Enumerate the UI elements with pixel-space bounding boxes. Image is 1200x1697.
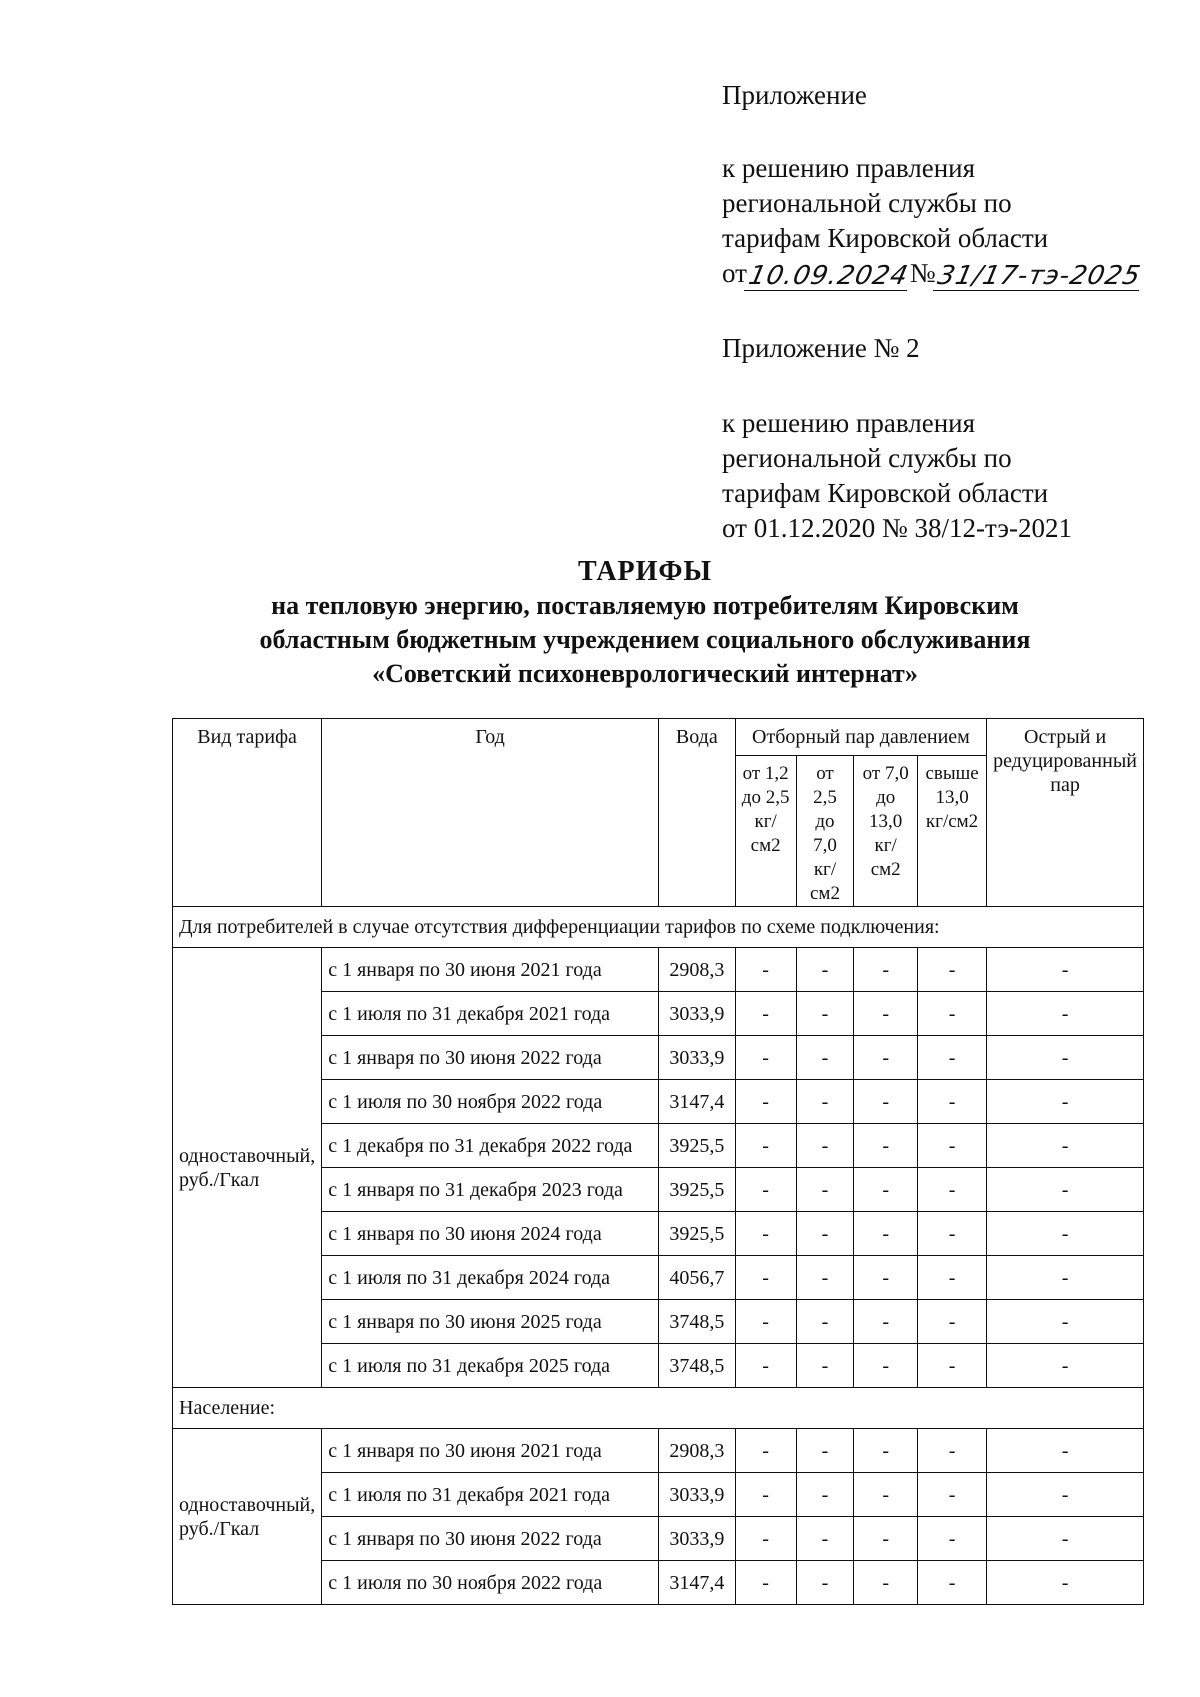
- steam-1-2-cell: -: [735, 1080, 796, 1124]
- steam-7-13-cell: -: [854, 1344, 918, 1388]
- appendix-header: [722, 78, 1162, 546]
- decision-line: региональной службы по: [722, 188, 1012, 218]
- handwritten-number: 31/17-тэ-2025: [934, 261, 1144, 291]
- sharp-steam-cell: -: [987, 948, 1144, 992]
- date-prefix: от: [722, 258, 747, 288]
- water-tariff-cell: 3147,4: [658, 1561, 735, 1605]
- steam-2-5-cell: -: [796, 1429, 854, 1473]
- steam-1-2-cell: -: [735, 948, 796, 992]
- steam-2-5-cell: -: [796, 1168, 854, 1212]
- title-main: ТАРИФЫ: [578, 556, 712, 587]
- sharp-steam-cell: -: [987, 1473, 1144, 1517]
- sharp-steam-cell: -: [987, 1256, 1144, 1300]
- steam-over-13-cell: -: [917, 1517, 986, 1561]
- steam-7-13-cell: -: [854, 1080, 918, 1124]
- steam-1-2-cell: -: [735, 1473, 796, 1517]
- period-cell: с 1 июля по 30 ноября 2022 года: [322, 1080, 659, 1124]
- steam-2-5-cell: -: [796, 1561, 854, 1605]
- steam-7-13-cell: -: [854, 1168, 918, 1212]
- header-steam-col: от 1,2 до 2,5 кг/см2: [735, 756, 796, 907]
- tariffs-table: [172, 718, 1144, 1605]
- title-line: областным бюджетным учреждением социального обслуживания: [259, 625, 1031, 654]
- tariff-kind: одноставочный, руб./Гкал: [173, 948, 322, 1388]
- water-tariff-cell: 3033,9: [658, 1473, 735, 1517]
- sharp-steam-cell: -: [987, 1561, 1144, 1605]
- tariff-kind: одноставочный, руб./Гкал: [173, 1429, 322, 1605]
- steam-over-13-cell: -: [917, 948, 986, 992]
- steam-1-2-cell: -: [735, 1300, 796, 1344]
- section-label: Для потребителей в случае отсутствия дифференциации тарифов по схеме подключения:: [173, 907, 1144, 948]
- period-cell: с 1 июля по 31 декабря 2021 года: [322, 992, 659, 1036]
- header-steam-col: от 2,5 до 7,0 кг/см2: [796, 756, 854, 907]
- steam-1-2-cell: -: [735, 1212, 796, 1256]
- steam-1-2-cell: -: [735, 1344, 796, 1388]
- appendix2-label: Приложение № 2: [722, 333, 920, 363]
- steam-7-13-cell: -: [854, 1429, 918, 1473]
- water-tariff-cell: 3147,4: [658, 1080, 735, 1124]
- steam-1-2-cell: -: [735, 1124, 796, 1168]
- steam-2-5-cell: -: [796, 1473, 854, 1517]
- title-line: «Советский психоневрологический интернат»: [372, 659, 918, 688]
- steam-over-13-cell: -: [917, 1429, 986, 1473]
- period-cell: с 1 июля по 30 ноября 2022 года: [322, 1561, 659, 1605]
- table-row: [173, 1429, 1144, 1473]
- steam-2-5-cell: -: [796, 992, 854, 1036]
- steam-7-13-cell: -: [854, 948, 918, 992]
- decision-date-number: [722, 256, 1162, 291]
- steam-2-5-cell: -: [796, 1256, 854, 1300]
- steam-over-13-cell: -: [917, 1256, 986, 1300]
- sharp-steam-cell: -: [987, 1168, 1144, 1212]
- header-steam-col: от 7,0 до 13,0 кг/см2: [854, 756, 918, 907]
- steam-2-5-cell: -: [796, 1300, 854, 1344]
- water-tariff-cell: 4056,7: [658, 1256, 735, 1300]
- steam-2-5-cell: -: [796, 1124, 854, 1168]
- period-cell: с 1 июля по 31 декабря 2024 года: [322, 1256, 659, 1300]
- sharp-steam-cell: -: [987, 1429, 1144, 1473]
- appendix-label: Приложение: [722, 80, 867, 110]
- steam-1-2-cell: -: [735, 1036, 796, 1080]
- sharp-steam-cell: -: [987, 1517, 1144, 1561]
- steam-7-13-cell: -: [854, 1300, 918, 1344]
- steam-over-13-cell: -: [917, 1080, 986, 1124]
- header-year: Год: [322, 719, 659, 907]
- steam-over-13-cell: -: [917, 1168, 986, 1212]
- period-cell: с 1 января по 30 июня 2021 года: [322, 948, 659, 992]
- steam-7-13-cell: -: [854, 1212, 918, 1256]
- header-kind: Вид тарифа: [173, 719, 322, 907]
- section-row: [173, 1388, 1144, 1429]
- decision2-line: от 01.12.2020 № 38/12-тэ-2021: [722, 513, 1072, 543]
- table-row: [173, 948, 1144, 992]
- steam-over-13-cell: -: [917, 1561, 986, 1605]
- decision2-line: тарифам Кировской области: [722, 478, 1049, 508]
- steam-7-13-cell: -: [854, 1036, 918, 1080]
- steam-over-13-cell: -: [917, 992, 986, 1036]
- period-cell: с 1 января по 30 июня 2022 года: [322, 1036, 659, 1080]
- steam-1-2-cell: -: [735, 992, 796, 1036]
- steam-7-13-cell: -: [854, 1124, 918, 1168]
- steam-2-5-cell: -: [796, 948, 854, 992]
- water-tariff-cell: 2908,3: [658, 948, 735, 992]
- document-title: [150, 555, 1140, 691]
- steam-2-5-cell: -: [796, 1517, 854, 1561]
- water-tariff-cell: 3925,5: [658, 1168, 735, 1212]
- water-tariff-cell: 3033,9: [658, 1036, 735, 1080]
- steam-7-13-cell: -: [854, 1473, 918, 1517]
- steam-1-2-cell: -: [735, 1517, 796, 1561]
- period-cell: с 1 января по 30 июня 2025 года: [322, 1300, 659, 1344]
- period-cell: с 1 января по 30 июня 2024 года: [322, 1212, 659, 1256]
- steam-2-5-cell: -: [796, 1344, 854, 1388]
- header-steam-col: свыше 13,0 кг/см2: [917, 756, 986, 907]
- water-tariff-cell: 3748,5: [658, 1344, 735, 1388]
- decision2-line: к решению правления: [722, 408, 976, 438]
- steam-over-13-cell: -: [917, 1344, 986, 1388]
- decision2-line: региональной службы по: [722, 443, 1012, 473]
- header-sharp-steam: Острый и редуцированный пар: [987, 719, 1144, 907]
- period-cell: с 1 января по 30 июня 2022 года: [322, 1517, 659, 1561]
- title-line: на тепловую энергию, поставляемую потребителям Кировским: [271, 591, 1019, 620]
- water-tariff-cell: 3748,5: [658, 1300, 735, 1344]
- steam-7-13-cell: -: [854, 1517, 918, 1561]
- steam-7-13-cell: -: [854, 1561, 918, 1605]
- header-water: Вода: [658, 719, 735, 907]
- steam-7-13-cell: -: [854, 992, 918, 1036]
- period-cell: с 1 января по 31 декабря 2023 года: [322, 1168, 659, 1212]
- steam-over-13-cell: -: [917, 1473, 986, 1517]
- steam-2-5-cell: -: [796, 1036, 854, 1080]
- header-steam: Отборный пар давлением: [735, 719, 986, 756]
- steam-1-2-cell: -: [735, 1429, 796, 1473]
- section-label: Население:: [173, 1388, 1144, 1429]
- sharp-steam-cell: -: [987, 1124, 1144, 1168]
- handwritten-date: 10.09.2024: [745, 261, 912, 291]
- steam-1-2-cell: -: [735, 1561, 796, 1605]
- water-tariff-cell: 3925,5: [658, 1212, 735, 1256]
- steam-over-13-cell: -: [917, 1036, 986, 1080]
- steam-1-2-cell: -: [735, 1256, 796, 1300]
- section-row: [173, 907, 1144, 948]
- decision-line: к решению правления: [722, 153, 976, 183]
- water-tariff-cell: 2908,3: [658, 1429, 735, 1473]
- period-cell: с 1 января по 30 июня 2021 года: [322, 1429, 659, 1473]
- water-tariff-cell: 3033,9: [658, 992, 735, 1036]
- period-cell: с 1 июля по 31 декабря 2025 года: [322, 1344, 659, 1388]
- number-prefix: №: [909, 258, 936, 288]
- sharp-steam-cell: -: [987, 1344, 1144, 1388]
- sharp-steam-cell: -: [987, 1300, 1144, 1344]
- sharp-steam-cell: -: [987, 1212, 1144, 1256]
- period-cell: с 1 июля по 31 декабря 2021 года: [322, 1473, 659, 1517]
- sharp-steam-cell: -: [987, 1036, 1144, 1080]
- steam-7-13-cell: -: [854, 1256, 918, 1300]
- steam-2-5-cell: -: [796, 1080, 854, 1124]
- period-cell: с 1 декабря по 31 декабря 2022 года: [322, 1124, 659, 1168]
- steam-over-13-cell: -: [917, 1212, 986, 1256]
- steam-over-13-cell: -: [917, 1300, 986, 1344]
- steam-1-2-cell: -: [735, 1168, 796, 1212]
- sharp-steam-cell: -: [987, 992, 1144, 1036]
- steam-over-13-cell: -: [917, 1124, 986, 1168]
- water-tariff-cell: 3925,5: [658, 1124, 735, 1168]
- decision-line: тарифам Кировской области: [722, 223, 1049, 253]
- water-tariff-cell: 3033,9: [658, 1517, 735, 1561]
- steam-2-5-cell: -: [796, 1212, 854, 1256]
- sharp-steam-cell: -: [987, 1080, 1144, 1124]
